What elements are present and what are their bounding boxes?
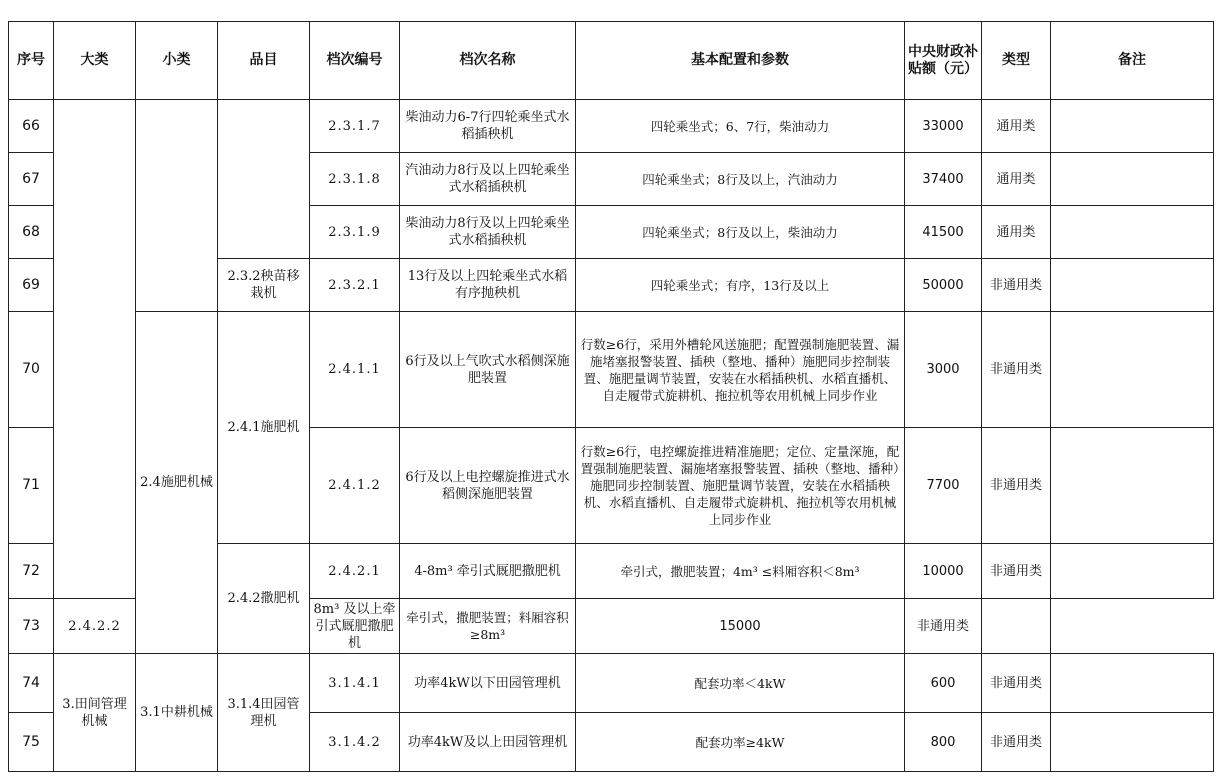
subsidy-cell: 41500 [905, 206, 982, 259]
config-cell: 牵引式，撒肥装置；4m³ ≤料厢容积＜8m³ [576, 544, 905, 599]
config-cell: 配套功率＜4kW [576, 654, 905, 713]
remark-cell [1051, 544, 1214, 599]
item-cell: 2.3.2秧苗移栽机 [218, 259, 310, 312]
type-cell: 通用类 [982, 206, 1051, 259]
category-cell-blank [54, 100, 136, 599]
subsidy-cell: 3000 [905, 312, 982, 428]
subcategory-cell-blank [136, 100, 218, 312]
remark-cell [1051, 312, 1214, 428]
subsidy-cell: 600 [905, 654, 982, 713]
remark-cell [1051, 428, 1214, 544]
type-cell: 非通用类 [905, 599, 982, 654]
remark-cell [1051, 259, 1214, 312]
config-cell: 行数≥6行，电控螺旋推进精准施肥；定位、定量深施，配置强制施肥装置、漏施堵塞报警装置、插秧（整地、播种）施肥同步控制装置、施肥量调节装置，安装在水稻插秧机、水稻直播机、自走履带式旋耕机、拖拉机等农用机械上同步作业 [576, 428, 905, 544]
config-cell: 牵引式，撒肥装置；料厢容积≥8m³ [400, 599, 576, 654]
grade-code-cell: 2.3.2.1 [310, 259, 400, 312]
header-config: 基本配置和参数 [576, 22, 905, 100]
grade-name-cell: 8m³ 及以上牵引式厩肥撒肥机 [310, 599, 400, 654]
header-grade-code: 档次编号 [310, 22, 400, 100]
grade-name-cell: 13行及以上四轮乘坐式水稻有序抛秧机 [400, 259, 576, 312]
grade-code-cell: 3.1.4.2 [310, 713, 400, 772]
grade-name-cell: 功率4kW及以上田园管理机 [400, 713, 576, 772]
seq-cell: 66 [9, 100, 54, 153]
header-subsidy: 中央财政补贴额（元） [905, 22, 982, 100]
seq-cell: 71 [9, 428, 54, 544]
subsidy-cell: 37400 [905, 153, 982, 206]
table-row [9, 654, 1214, 713]
grade-code-cell: 2.3.1.7 [310, 100, 400, 153]
type-cell: 非通用类 [982, 259, 1051, 312]
seq-cell: 74 [9, 654, 54, 713]
type-cell: 非通用类 [982, 428, 1051, 544]
type-cell: 通用类 [982, 100, 1051, 153]
config-cell: 配套功率≥4kW [576, 713, 905, 772]
seq-cell: 68 [9, 206, 54, 259]
seq-cell: 73 [9, 599, 54, 654]
subsidy-cell: 800 [905, 713, 982, 772]
seq-cell: 67 [9, 153, 54, 206]
remark-cell [982, 599, 1051, 654]
grade-code-cell: 2.4.1.1 [310, 312, 400, 428]
grade-name-cell: 汽油动力8行及以上四轮乘坐式水稻插秧机 [400, 153, 576, 206]
seq-cell: 75 [9, 713, 54, 772]
seq-cell: 72 [9, 544, 54, 599]
grade-code-cell: 2.4.1.2 [310, 428, 400, 544]
subsidy-cell: 50000 [905, 259, 982, 312]
remark-cell [1051, 654, 1214, 713]
config-cell: 四轮乘坐式；有序，13行及以上 [576, 259, 905, 312]
remark-cell [1051, 206, 1214, 259]
config-cell: 四轮乘坐式；8行及以上，柴油动力 [576, 206, 905, 259]
grade-name-cell: 6行及以上电控螺旋推进式水稻侧深施肥装置 [400, 428, 576, 544]
type-cell: 非通用类 [982, 544, 1051, 599]
header-seq: 序号 [9, 22, 54, 100]
item-cell-blank [218, 100, 310, 259]
subsidy-cell: 7700 [905, 428, 982, 544]
header-subcategory: 小类 [136, 22, 218, 100]
header-item: 品目 [218, 22, 310, 100]
grade-name-cell: 柴油动力8行及以上四轮乘坐式水稻插秧机 [400, 206, 576, 259]
grade-name-cell: 6行及以上气吹式水稻侧深施肥装置 [400, 312, 576, 428]
header-grade-name: 档次名称 [400, 22, 576, 100]
item-cell: 3.1.4田园管理机 [218, 654, 310, 772]
subsidy-table [8, 21, 1214, 772]
grade-code-cell: 2.4.2.1 [310, 544, 400, 599]
header-row [9, 22, 1214, 100]
grade-name-cell: 柴油动力6-7行四轮乘坐式水稻插秧机 [400, 100, 576, 153]
type-cell: 非通用类 [982, 654, 1051, 713]
type-cell: 非通用类 [982, 312, 1051, 428]
subsidy-cell: 15000 [576, 599, 905, 654]
seq-cell: 70 [9, 312, 54, 428]
subcategory-cell: 3.1中耕机械 [136, 654, 218, 772]
grade-code-cell: 2.3.1.8 [310, 153, 400, 206]
remark-cell [1051, 713, 1214, 772]
seq-cell: 69 [9, 259, 54, 312]
grade-code-cell: 3.1.4.1 [310, 654, 400, 713]
grade-name-cell: 功率4kW以下田园管理机 [400, 654, 576, 713]
config-cell: 四轮乘坐式；6、7行，柴油动力 [576, 100, 905, 153]
item-cell: 2.4.2撒肥机 [218, 544, 310, 654]
header-category: 大类 [54, 22, 136, 100]
grade-code-cell: 2.3.1.9 [310, 206, 400, 259]
table-row [9, 312, 1214, 428]
table-row [9, 100, 1214, 153]
type-cell: 非通用类 [982, 713, 1051, 772]
remark-cell [1051, 100, 1214, 153]
grade-code-cell: 2.4.2.2 [54, 599, 136, 654]
config-cell: 行数≥6行，采用外槽轮风送施肥；配置强制施肥装置、漏施堵塞报警装置、插秧（整地、播种）施肥同步控制装置、施肥量调节装置，安装在水稻插秧机、水稻直播机、自走履带式旋耕机、拖拉机等农用机械上同步作业 [576, 312, 905, 428]
config-cell: 四轮乘坐式；8行及以上，汽油动力 [576, 153, 905, 206]
category-cell: 3.田间管理机械 [54, 654, 136, 772]
subsidy-cell: 10000 [905, 544, 982, 599]
subcategory-cell: 2.4施肥机械 [136, 312, 218, 654]
header-type: 类型 [982, 22, 1051, 100]
grade-name-cell: 4-8m³ 牵引式厩肥撒肥机 [400, 544, 576, 599]
header-remark: 备注 [1051, 22, 1214, 100]
subsidy-cell: 33000 [905, 100, 982, 153]
remark-cell [1051, 153, 1214, 206]
type-cell: 通用类 [982, 153, 1051, 206]
item-cell: 2.4.1施肥机 [218, 312, 310, 544]
